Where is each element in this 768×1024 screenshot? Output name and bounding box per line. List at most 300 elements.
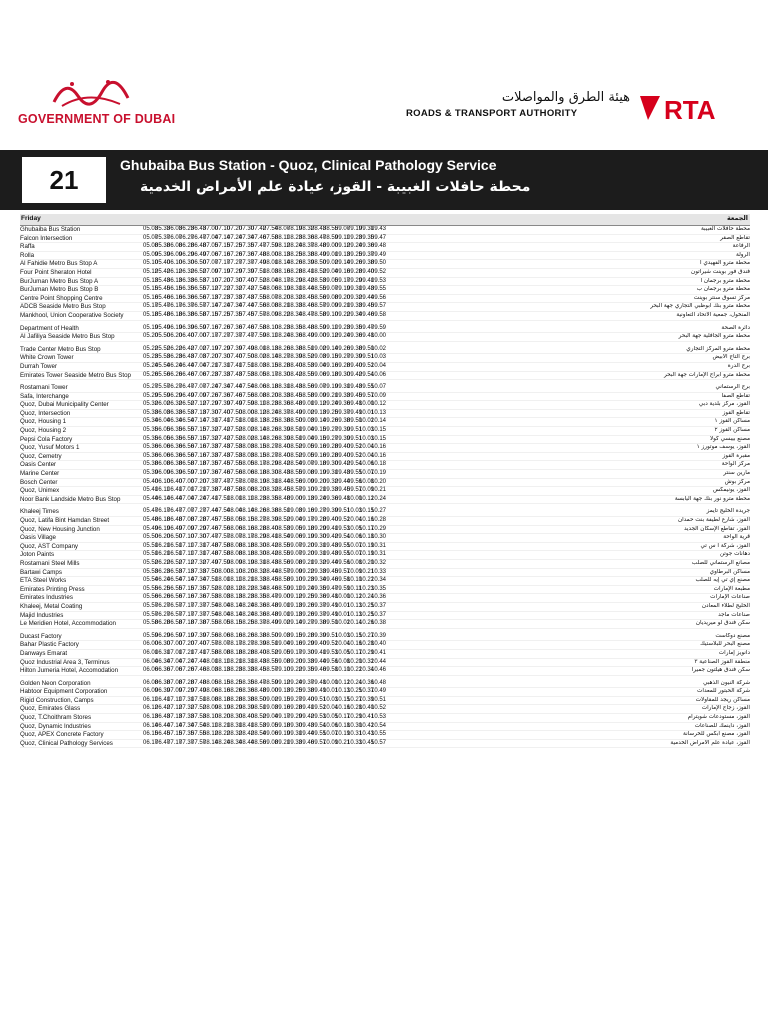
departure-time: 08.39 — [275, 427, 291, 434]
departure-time: 07.46 — [191, 667, 207, 674]
departure-time: 10.24 — [359, 594, 375, 601]
departure-time: 07.35 — [239, 243, 255, 250]
departure-time: 07.08 — [167, 679, 183, 686]
departure-time: 07.32 — [179, 705, 195, 712]
departure-time: 10.31 — [371, 551, 387, 558]
stop-name-arabic: دهانات جوتن — [719, 551, 750, 558]
departure-time: 07.10 — [215, 226, 231, 232]
departure-time: 10.19 — [359, 542, 375, 549]
departure-time: 08.14 — [239, 508, 255, 515]
departure-time: 09.09 — [287, 568, 303, 575]
departure-time: 09.06 — [311, 371, 327, 378]
departure-time: 06.47 — [155, 739, 171, 746]
departure-time: 06.38 — [167, 461, 183, 468]
departure-time: 08.36 — [287, 333, 303, 340]
departure-time: 10.42 — [359, 722, 375, 729]
departure-time: 07.10 — [179, 534, 195, 541]
departure-time: 10.21 — [371, 487, 387, 494]
departure-time: 08.30 — [251, 551, 267, 558]
stop-times — [143, 696, 387, 705]
stop-name-english: Danways Emarat — [20, 649, 68, 657]
departure-time: 07.19 — [191, 470, 207, 477]
departure-time: 09.01 — [299, 401, 315, 408]
departure-time: 08.28 — [239, 649, 255, 656]
departure-time: 09.54 — [311, 722, 327, 729]
departure-time: 07.04 — [203, 234, 219, 241]
departure-time: 05.39 — [143, 470, 159, 477]
departure-time: 06.09 — [143, 688, 159, 695]
departure-time: 08.28 — [275, 362, 291, 369]
stop-name-english: Pepsi Cola Factory — [20, 435, 73, 443]
departure-time: 07.42 — [215, 435, 231, 442]
departure-time: 06.55 — [179, 435, 195, 442]
departure-time: 08.25 — [227, 679, 243, 686]
departure-time: 08.16 — [215, 688, 231, 695]
departure-time: 07.29 — [179, 688, 195, 695]
stop-times — [143, 611, 387, 620]
departure-time: 06.00 — [143, 641, 159, 648]
stop-name-english: Quoz, Intersection — [20, 409, 71, 417]
departure-time: 06.22 — [167, 345, 183, 352]
table-row — [20, 427, 750, 436]
departure-time: 07.27 — [191, 508, 207, 515]
departure-time: 06.30 — [155, 641, 171, 648]
stop-name-english: Noor Bank Landside Metro Bus Stop — [20, 495, 121, 503]
departure-time: 05.55 — [143, 585, 159, 592]
stop-name-english: BurJuman Metro Bus Stop B — [20, 286, 99, 294]
departure-time: 09.28 — [323, 452, 339, 459]
departure-time: 08.07 — [227, 534, 243, 541]
departure-time: 10.08 — [347, 559, 363, 566]
stop-name-arabic: قرية الواحة — [723, 534, 750, 541]
departure-time: 09.28 — [335, 362, 351, 369]
departure-time: 07.59 — [239, 401, 255, 408]
departure-time: 07.54 — [263, 226, 279, 232]
departure-time: 08.20 — [215, 714, 231, 721]
departure-time: 08.44 — [263, 568, 279, 575]
table-row — [20, 303, 750, 312]
timetable — [20, 214, 750, 748]
departure-time: 08.01 — [263, 260, 279, 267]
departure-time: 07.15 — [191, 435, 207, 442]
departure-time: 05.20 — [143, 333, 159, 340]
departure-time: 09.19 — [347, 226, 363, 232]
departure-time: 08.59 — [311, 324, 327, 331]
departure-time: 08.16 — [227, 632, 243, 639]
departure-time: 07.57 — [191, 739, 207, 746]
departure-time: 07.31 — [179, 696, 195, 703]
departure-time: 06.12 — [143, 705, 159, 712]
departure-time: 06.06 — [155, 444, 171, 451]
departure-time: 09.07 — [287, 542, 303, 549]
departure-time: 09.49 — [347, 409, 363, 416]
stop-name-arabic: برج الرستماني — [715, 384, 750, 391]
departure-time: 09.42 — [323, 534, 339, 541]
departure-time: 10.02 — [335, 620, 351, 627]
departure-time: 09.43 — [335, 470, 351, 477]
departure-time: 10.34 — [359, 667, 375, 674]
departure-time: 07.46 — [251, 234, 267, 241]
departure-time: 09.27 — [323, 427, 339, 434]
stop-name-arabic: مصنع بيبسي كولا — [709, 435, 750, 442]
stop-name-english: Rostamani Tower — [20, 384, 68, 392]
departure-time: 08.38 — [239, 696, 255, 703]
departure-time: 07.37 — [239, 260, 255, 267]
stop-name-english: Quoz, Cemetry — [20, 452, 62, 460]
departure-time: 05.53 — [155, 354, 171, 361]
departure-time: 08.35 — [263, 495, 279, 502]
departure-time: 08.26 — [263, 435, 279, 442]
departure-time: 07.50 — [203, 568, 219, 575]
departure-time: 07.14 — [203, 303, 219, 310]
departure-time: 07.42 — [251, 226, 267, 232]
departure-time: 08.52 — [311, 268, 327, 275]
departure-time: 09.12 — [275, 679, 291, 686]
departure-time: 10.18 — [359, 534, 375, 541]
departure-time: 08.24 — [239, 602, 255, 609]
departure-time: 08.14 — [275, 260, 291, 267]
departure-time: 09.37 — [359, 251, 375, 258]
departure-time: 05.19 — [143, 324, 159, 331]
departure-time: 08.05 — [239, 461, 255, 468]
departure-time: 07.14 — [167, 722, 183, 729]
departure-time: 09.02 — [299, 409, 315, 416]
departure-time: 08.05 — [227, 517, 243, 523]
departure-time: 06.55 — [167, 585, 183, 592]
departure-time: 08.19 — [251, 478, 267, 485]
departure-time: 07.25 — [227, 243, 243, 250]
table-row — [20, 526, 750, 535]
departure-time: 06.02 — [155, 401, 171, 408]
departure-time: 08.05 — [215, 620, 231, 627]
departure-time: 05.07 — [143, 234, 159, 241]
departure-time: 10.53 — [371, 714, 387, 721]
stop-times — [143, 401, 387, 409]
departure-time: 06.25 — [155, 585, 171, 592]
departure-time: 10.40 — [371, 641, 387, 648]
departure-time: 08.15 — [239, 517, 255, 523]
departure-time: 06.54 — [179, 418, 195, 425]
stop-times — [143, 354, 387, 362]
departure-time: 07.12 — [179, 559, 195, 566]
departure-time: 07.41 — [203, 495, 219, 502]
departure-time: 08.58 — [299, 392, 315, 399]
departure-time: 08.19 — [239, 559, 255, 566]
stop-times — [143, 667, 387, 675]
departure-time: 06.53 — [191, 277, 207, 284]
departure-time: 10.16 — [359, 517, 375, 523]
departure-time: 09.54 — [359, 371, 375, 378]
departure-time: 08.43 — [287, 384, 303, 391]
departure-time: 08.18 — [239, 551, 255, 558]
table-row — [20, 586, 750, 595]
table-row — [20, 650, 750, 659]
departure-time: 09.05 — [323, 277, 339, 284]
departure-time: 09.12 — [311, 401, 327, 408]
departure-time: 09.42 — [335, 461, 351, 468]
departure-time: 08.58 — [311, 311, 327, 318]
departure-time: 07.44 — [239, 303, 255, 310]
departure-time: 08.56 — [299, 384, 315, 391]
departure-time: 09.26 — [299, 611, 315, 618]
departure-time: 07.36 — [203, 470, 219, 477]
departure-time: 10.19 — [335, 731, 351, 738]
departure-time: 07.48 — [191, 679, 207, 686]
departure-time: 08.50 — [263, 632, 279, 639]
departure-time: 06.44 — [167, 495, 183, 502]
departure-time: 08.55 — [287, 470, 303, 477]
departure-time: 08.36 — [251, 602, 267, 609]
departure-time: 09.39 — [323, 508, 339, 515]
departure-time: 06.12 — [167, 268, 183, 275]
departure-time: 07.35 — [191, 585, 207, 592]
departure-time: 06.44 — [155, 722, 171, 729]
departure-time: 09.42 — [347, 371, 363, 378]
departure-time: 07.31 — [191, 551, 207, 558]
departure-time: 09.35 — [359, 234, 375, 241]
table-row — [20, 393, 750, 402]
departure-time: 07.33 — [215, 371, 231, 378]
stop-times — [143, 333, 387, 341]
stop-times — [143, 594, 387, 602]
departure-time: 08.06 — [215, 632, 231, 639]
departure-time: 07.34 — [239, 234, 255, 241]
table-row — [20, 543, 750, 552]
departure-time: 06.59 — [167, 632, 183, 639]
departure-time: 05.59 — [143, 632, 159, 639]
departure-time: 07.47 — [251, 243, 267, 250]
departure-time: 06.39 — [155, 688, 171, 695]
stop-name-arabic: محطة مترو برجمان أ — [700, 277, 750, 284]
stop-name-arabic: مصنع دوكاست — [715, 632, 750, 639]
stop-name-arabic: القوز، شارع لطيفة بنت حمدان — [677, 517, 750, 523]
departure-time: 08.53 — [311, 277, 327, 284]
departure-time: 09.16 — [311, 444, 327, 451]
departure-time: 08.18 — [239, 542, 255, 549]
departure-time: 07.48 — [203, 551, 219, 558]
table-row — [20, 680, 750, 689]
departure-time: 07.23 — [215, 294, 231, 301]
departure-time: 10.48 — [371, 679, 387, 686]
departure-time: 08.30 — [263, 470, 279, 477]
departure-time: 10.20 — [371, 478, 387, 485]
departure-time: 10.14 — [371, 418, 387, 425]
departure-time: 06.50 — [191, 260, 207, 267]
departure-time: 09.39 — [311, 632, 327, 639]
departure-time: 09.25 — [299, 594, 315, 601]
departure-time: 08.20 — [263, 392, 279, 399]
stop-name-arabic: جريدة الخليج تايمز — [706, 508, 750, 515]
departure-time: 06.43 — [179, 354, 195, 361]
departure-time: 09.20 — [299, 551, 315, 558]
stop-name-arabic: المنخول، جمعية الاتحاد التعاونية — [676, 311, 750, 318]
departure-time: 09.04 — [311, 362, 327, 369]
header — [0, 0, 768, 150]
departure-time: 09.22 — [287, 667, 303, 674]
departure-time: 08.00 — [263, 251, 279, 258]
rta-name-english: ROADS & TRANSPORT AUTHORITY — [406, 108, 578, 119]
departure-time: 08.48 — [275, 495, 291, 502]
stop-name-arabic: صناعات الإمارات — [710, 594, 750, 601]
stop-name-arabic: القوز، مصنع أبكس للخرسانة — [683, 731, 750, 738]
departure-time: 07.30 — [191, 534, 207, 541]
departure-time: 05.34 — [143, 418, 159, 425]
stop-name-arabic: مركز بوش — [724, 478, 750, 485]
departure-time: 09.27 — [335, 354, 351, 361]
departure-time: 06.29 — [179, 251, 195, 258]
departure-time: 10.24 — [347, 679, 363, 686]
departure-time: 07.30 — [203, 409, 219, 416]
departure-time: 10.25 — [359, 611, 375, 618]
departure-time: 06.11 — [155, 487, 170, 494]
departure-time: 07.53 — [239, 371, 255, 378]
departure-time: 05.10 — [143, 260, 159, 267]
departure-time: 08.01 — [251, 345, 267, 352]
departure-time: 09.41 — [323, 525, 339, 532]
departure-time: 08.20 — [275, 294, 291, 301]
departure-time: 09.47 — [359, 324, 375, 331]
departure-time: 05.36 — [143, 452, 159, 459]
departure-time: 10.57 — [371, 739, 387, 746]
departure-time: 07.35 — [179, 731, 195, 738]
departure-time: 10.19 — [371, 470, 387, 477]
timetable-rows — [20, 226, 750, 748]
stop-name-arabic: مصنع إي تي إيه للصلب — [695, 577, 750, 584]
departure-time: 08.22 — [239, 585, 255, 592]
departure-time: 07.16 — [179, 594, 195, 601]
departure-time: 08.27 — [239, 641, 255, 648]
departure-time: 09.57 — [347, 487, 363, 494]
departure-time: 07.34 — [179, 722, 195, 729]
stop-name-english: Emirates Printing Press — [20, 585, 85, 593]
departure-time: 08.13 — [227, 594, 243, 601]
departure-time: 08.06 — [239, 470, 255, 477]
table-row — [20, 594, 750, 603]
stop-times — [143, 324, 387, 333]
departure-time: 06.06 — [143, 667, 159, 674]
departure-time: 09.03 — [299, 418, 315, 425]
departure-time: 07.19 — [215, 268, 231, 275]
departure-time: 10.17 — [335, 714, 351, 721]
departure-time: 10.06 — [323, 722, 339, 729]
stop-name-english: Ghubaiba Bus Station — [20, 226, 81, 233]
departure-time: 08.38 — [263, 508, 279, 515]
departure-time: 10.12 — [359, 495, 375, 502]
stop-times — [143, 392, 387, 401]
departure-time: 08.55 — [299, 371, 315, 378]
table-row — [20, 697, 750, 706]
departure-time: 09.19 — [323, 384, 339, 391]
departure-time: 10.37 — [371, 602, 387, 609]
departure-time: 07.54 — [215, 508, 231, 515]
departure-time: 07.26 — [215, 324, 231, 331]
departure-time: 08.15 — [251, 444, 267, 451]
stop-name-english: Centre Point Shopping Centre — [20, 294, 103, 302]
departure-time: 09.33 — [287, 739, 303, 746]
stop-name-english: Quoz, Housing 1 — [20, 418, 67, 426]
departure-time: 05.26 — [143, 371, 159, 378]
stop-times — [143, 409, 387, 418]
departure-time: 07.52 — [227, 427, 243, 434]
departure-time: 05.56 — [143, 594, 159, 601]
departure-time: 09.31 — [359, 226, 375, 232]
departure-time: 09.26 — [335, 345, 351, 352]
departure-time: 09.02 — [311, 345, 327, 352]
departure-time: 10.37 — [371, 611, 387, 618]
departure-time: 09.03 — [275, 632, 291, 639]
departure-time: 07.59 — [263, 243, 279, 250]
departure-time: 08.04 — [215, 611, 231, 618]
departure-time: 10.00 — [323, 679, 339, 686]
departure-time: 10.09 — [359, 487, 375, 494]
stop-name-arabic: مصنع البحر للبلاستيك — [700, 641, 750, 648]
departure-time: 07.51 — [227, 418, 243, 425]
departure-time: 10.01 — [323, 688, 339, 695]
departure-time: 09.07 — [299, 461, 315, 468]
departure-time: 08.26 — [251, 508, 267, 515]
departure-time: 09.30 — [311, 534, 327, 541]
stop-times — [143, 620, 387, 628]
departure-time: 09.15 — [287, 632, 303, 639]
stop-name-arabic: مطبعة الإمارات — [713, 585, 750, 592]
departure-time: 05.46 — [155, 294, 171, 301]
departure-time: 09.46 — [323, 577, 339, 584]
departure-time: 10.08 — [359, 478, 375, 485]
departure-time: 07.06 — [167, 667, 183, 674]
departure-time: 09.33 — [323, 487, 339, 494]
departure-time: 09.30 — [287, 722, 303, 729]
stop-name-english: Quoz, Housing 2 — [20, 427, 67, 435]
departure-time: 08.17 — [239, 534, 255, 541]
departure-time: 06.14 — [155, 495, 171, 502]
stop-name-english: Quoz, Clinical Pathology Services — [20, 739, 113, 747]
departure-time: 08.36 — [299, 234, 315, 241]
departure-time: 06.10 — [155, 478, 171, 485]
departure-time: 06.29 — [155, 632, 171, 639]
departure-time: 09.03 — [263, 705, 279, 712]
departure-time: 07.39 — [191, 632, 207, 639]
stop-times — [143, 461, 387, 469]
departure-time: 06.44 — [179, 362, 195, 369]
departure-time: 09.59 — [371, 324, 387, 331]
departure-time: 07.49 — [251, 260, 267, 267]
departure-time: 08.31 — [287, 286, 303, 293]
stop-name-arabic: فندق فور بوينت شيراتون — [691, 268, 750, 275]
departure-time: 10.35 — [371, 585, 387, 592]
departure-time: 08.26 — [275, 345, 291, 352]
departure-time: 06.53 — [179, 409, 195, 416]
table-row — [20, 410, 750, 419]
departure-time: 07.20 — [227, 226, 243, 232]
departure-time: 07.11 — [179, 551, 194, 558]
departure-time: 07.10 — [203, 277, 219, 284]
departure-time: 06.57 — [167, 602, 183, 609]
departure-time: 10.52 — [371, 705, 387, 712]
departure-time: 09.52 — [347, 444, 363, 451]
departure-time: 09.56 — [323, 658, 339, 665]
departure-time: 06.52 — [179, 401, 195, 408]
departure-time: 08.24 — [215, 739, 231, 746]
departure-time: 08.24 — [275, 333, 291, 340]
departure-time: 07.17 — [215, 260, 231, 267]
departure-time: 08.19 — [215, 705, 231, 712]
departure-time: 10.46 — [371, 667, 387, 674]
departure-time: 06.27 — [155, 611, 171, 618]
departure-time: 09.21 — [299, 559, 315, 566]
departure-time: 08.20 — [251, 487, 267, 494]
departure-time: 08.50 — [251, 696, 267, 703]
departure-time: 06.56 — [191, 294, 207, 301]
